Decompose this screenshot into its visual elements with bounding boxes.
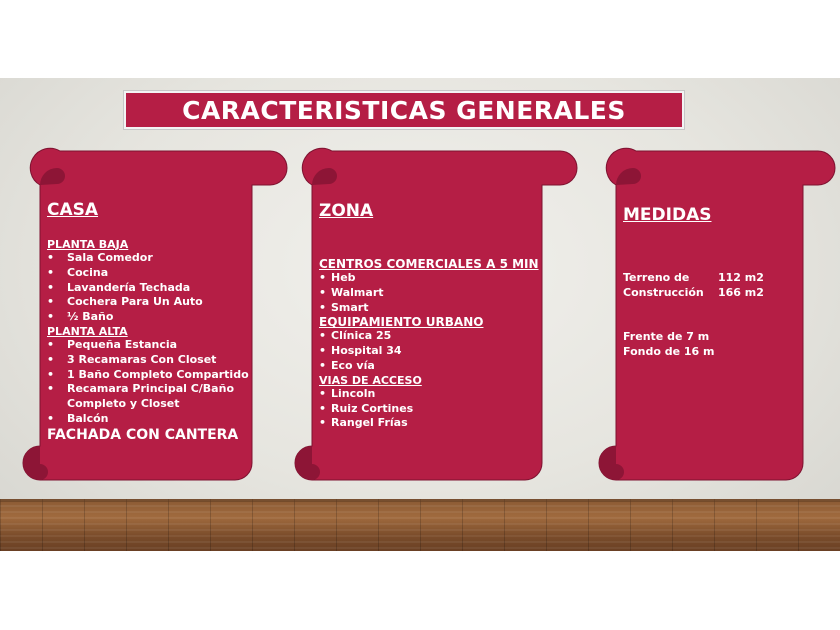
list-item: • Hospital 34 (319, 344, 544, 359)
list-item: • Cocina (47, 266, 252, 281)
terreno-label: Terreno de (623, 271, 690, 284)
list-item: • Cochera Para Un Auto (47, 295, 252, 310)
medidas-panel (623, 205, 798, 359)
equipamiento-list (319, 329, 544, 373)
list-item: • Walmart (319, 286, 544, 301)
list-item: • ½ Baño (47, 310, 252, 325)
casa-panel (47, 200, 252, 443)
fondo-text (623, 344, 798, 359)
construccion-row (623, 285, 798, 300)
centros-list (319, 271, 544, 315)
list-item: • Heb (319, 271, 544, 286)
page-title: CARACTERISTICAS GENERALES (182, 95, 626, 125)
list-item: • Ruiz Cortines (319, 402, 544, 417)
construccion-value: 166 m2 (718, 286, 764, 299)
planta-baja-label: PLANTA BAJA (47, 238, 129, 251)
fondo-value: Fondo de 16 m (623, 345, 715, 358)
list-item: • Rangel Frías (319, 416, 544, 431)
list-item: • 1 Baño Completo Compartido (47, 368, 252, 383)
vias-list (319, 387, 544, 431)
planta-alta-list (47, 338, 252, 427)
list-item: • Lavandería Techada (47, 281, 252, 296)
list-item: • Pequeña Estancia (47, 338, 252, 353)
slide-background (0, 78, 840, 551)
equipamiento-label: EQUIPAMIENTO URBANO (319, 315, 484, 330)
list-item: • Lincoln (319, 387, 544, 402)
construccion-label: Construcción (623, 286, 704, 299)
list-item: • Eco vía (319, 359, 544, 374)
vias-label: VIAS DE ACCESO (319, 373, 422, 387)
zona-panel (319, 201, 544, 431)
frente-text (623, 329, 798, 344)
list-item: • Clínica 25 (319, 329, 544, 344)
list-item: • Sala Comedor (47, 251, 252, 266)
casa-heading: CASA (47, 200, 99, 220)
medidas-heading: MEDIDAS (623, 205, 712, 225)
planta-alta-label: PLANTA ALTA (47, 324, 128, 338)
planta-baja-list (47, 251, 252, 325)
fachada-text: FACHADA CON CANTERA (47, 426, 239, 443)
list-item: • Smart (319, 301, 544, 316)
centros-label: CENTROS COMERCIALES A 5 MIN (319, 257, 539, 271)
list-item: • Recamara Principal C/Baño Completo y Closet (47, 382, 252, 412)
list-item: • 3 Recamaras Con Closet (47, 353, 252, 368)
terreno-row (623, 270, 798, 285)
frente-value: Frente de 7 m (623, 330, 710, 343)
terreno-value: 112 m2 (718, 271, 764, 284)
zona-heading: ZONA (319, 201, 374, 221)
list-item: • Balcón (47, 412, 252, 427)
